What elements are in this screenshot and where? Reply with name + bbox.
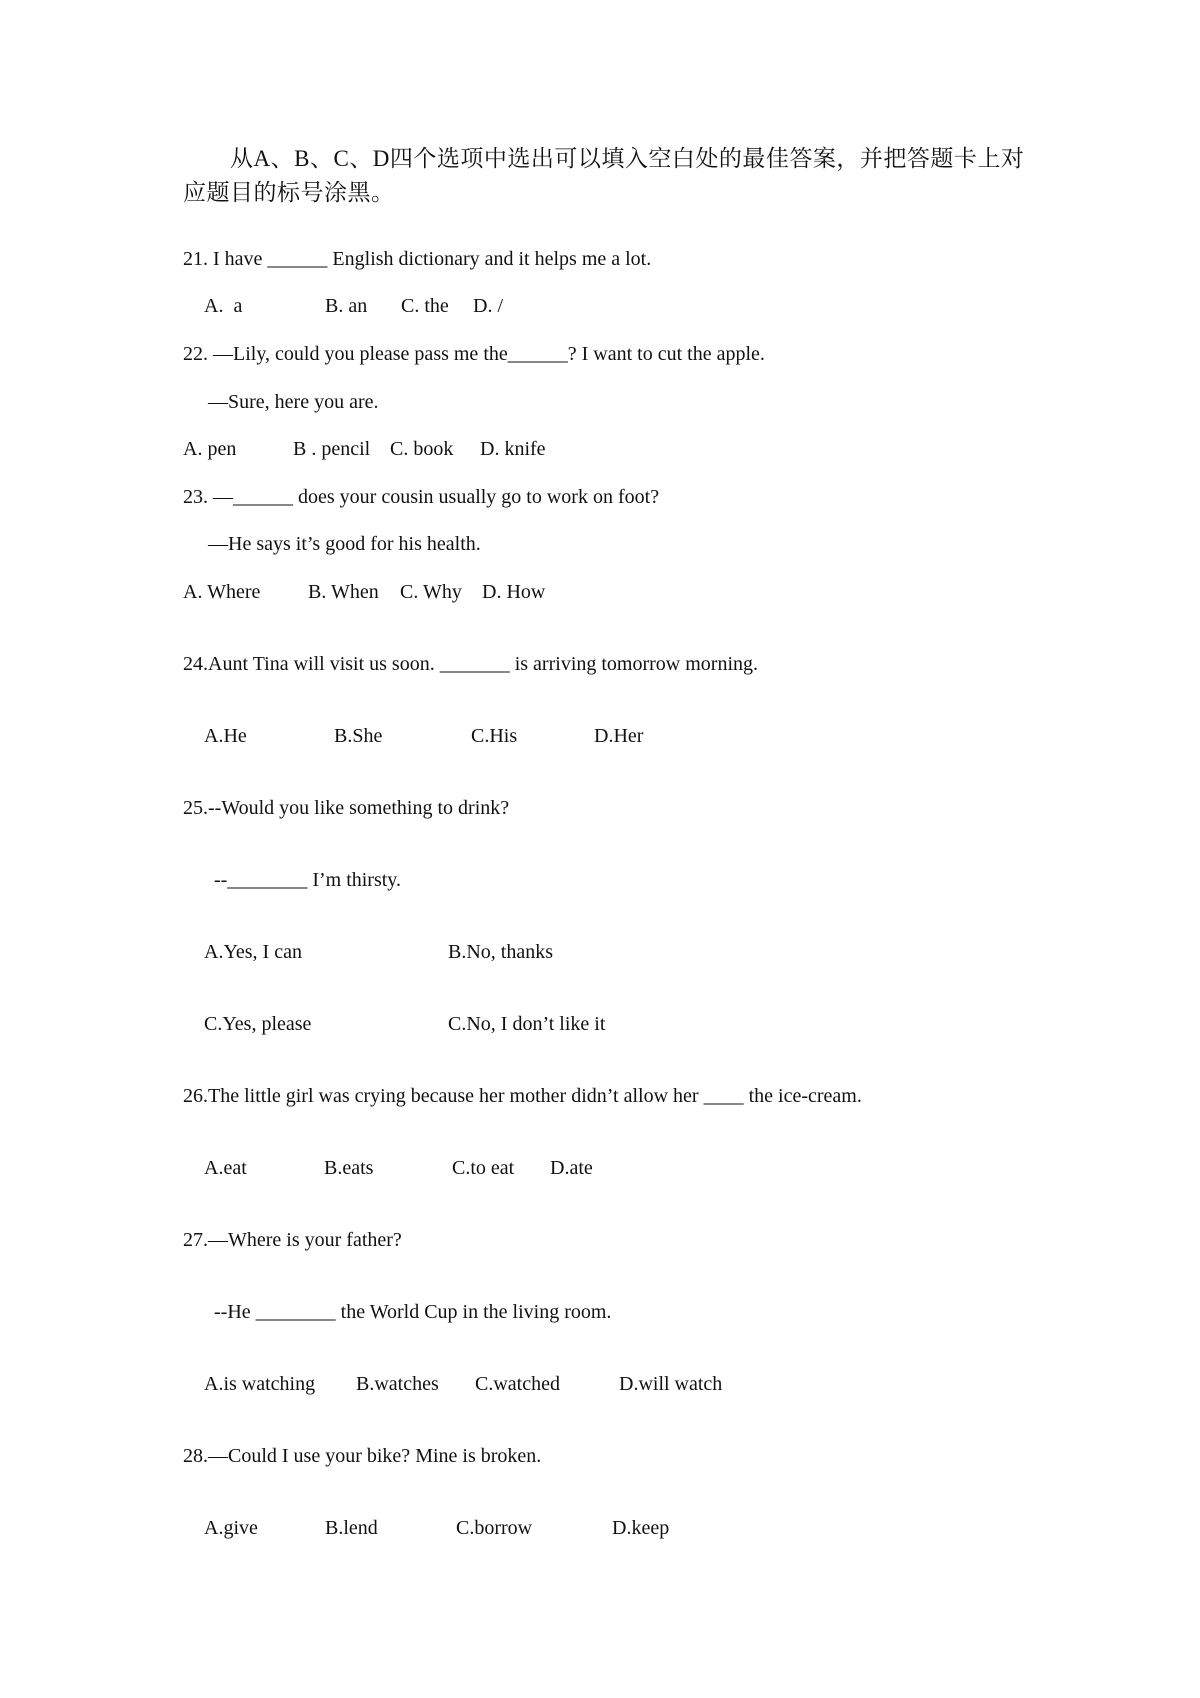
question-23-reply: —He says it’s good for his health. [208, 533, 481, 555]
question-28-stem: 28.—Could I use your bike? Mine is broken. [183, 1445, 542, 1467]
question-22-option-b: B . pencil [293, 438, 371, 460]
question-21-option-c: C. the [401, 295, 449, 317]
question-28-option-b: B.lend [325, 1517, 378, 1539]
question-27-option-b: B.watches [356, 1373, 439, 1395]
instruction-text: 从A、B、C、D四个选项中选出可以填入空白处的最佳答案，并把答题卡上对应题目的标号涂黑。 [183, 146, 1025, 205]
question-26-option-b: B.eats [324, 1157, 374, 1179]
question-24-option-c: C.His [471, 725, 518, 747]
question-25-option-c: C.Yes, please [204, 1013, 312, 1035]
question-21-stem: 21. I have ______ English dictionary and it helps me a lot. [183, 248, 652, 270]
question-24-option-b: B.She [334, 725, 383, 747]
question-22-option-a: A. pen [183, 438, 237, 460]
question-25-option-b: B.No, thanks [448, 941, 553, 963]
question-21-option-b: B. an [325, 295, 368, 317]
question-22-reply: —Sure, here you are. [208, 391, 379, 413]
question-23-option-a: A. Where [183, 581, 261, 603]
question-24-option-d: D.Her [594, 725, 644, 747]
question-23-option-d: D. How [482, 581, 546, 603]
question-22-option-d: D. knife [480, 438, 546, 460]
question-23-option-c: C. Why [400, 581, 462, 603]
question-24-option-a: A.He [204, 725, 247, 747]
question-28-option-a: A.give [204, 1517, 258, 1539]
question-26-option-a: A.eat [204, 1157, 247, 1179]
question-28-option-d: D.keep [612, 1517, 670, 1539]
question-22-stem: 22. —Lily, could you please pass me the______? I want to cut the apple. [183, 343, 765, 365]
question-25-option-a: A.Yes, I can [204, 941, 302, 963]
question-27-option-d: D.will watch [619, 1373, 723, 1395]
question-23-stem: 23. —______ does your cousin usually go to work on foot? [183, 486, 660, 508]
question-26-option-c: C.to eat [452, 1157, 515, 1179]
question-26-option-d: D.ate [550, 1157, 593, 1179]
question-27-option-c: C.watched [475, 1373, 560, 1395]
question-25-reply: --________ I’m thirsty. [214, 869, 402, 891]
question-25-stem: 25.--Would you like something to drink? [183, 797, 510, 819]
question-27-stem: 27.—Where is your father? [183, 1229, 402, 1251]
question-25-option-c2: C.No, I don’t like it [448, 1013, 606, 1035]
question-27-reply: --He ________ the World Cup in the living room. [214, 1301, 612, 1323]
question-22-option-c: C. book [390, 438, 454, 460]
question-21-option-d: D. / [473, 295, 503, 317]
question-21-option-a: A. a [204, 295, 243, 317]
question-23-option-b: B. When [308, 581, 379, 603]
question-24-stem: 24.Aunt Tina will visit us soon. _______ is arriving tomorrow morning. [183, 653, 759, 675]
question-26-stem: 26.The little girl was crying because her mother didn’t allow her ____ the ice-cream. [183, 1085, 862, 1107]
question-28-option-c: C.borrow [456, 1517, 533, 1539]
question-27-option-a: A.is watching [204, 1373, 316, 1395]
